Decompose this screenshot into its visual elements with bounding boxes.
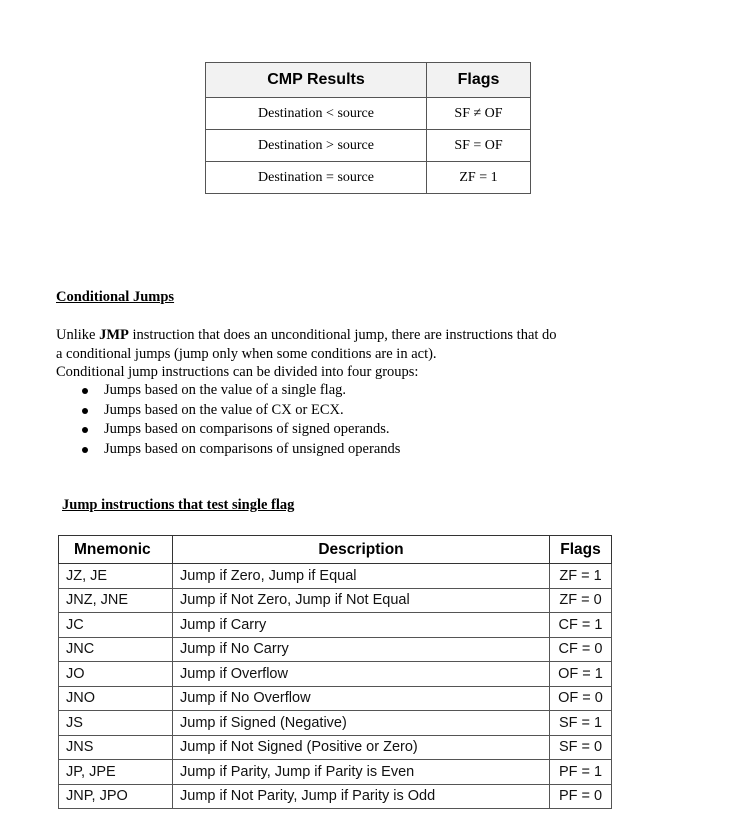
flag-cell: ZF = 1 [427, 162, 531, 194]
flag-cell: SF ≠ OF [427, 98, 531, 130]
conditional-jumps-heading: Conditional Jumps [56, 289, 175, 305]
flag-cell: CF = 1 [550, 613, 612, 638]
header-flags: Flags [550, 536, 612, 564]
table-row [206, 130, 531, 162]
description-cell: Jump if Carry [173, 613, 550, 638]
list-item: Jumps based on comparisons of signed operands. [80, 420, 400, 440]
mnemonic-cell: JS [59, 711, 173, 736]
paragraph-line [56, 326, 656, 345]
table-row [59, 784, 612, 809]
table-row [59, 711, 612, 736]
description-cell: Jump if No Overflow [173, 686, 550, 711]
flag-cell: OF = 0 [550, 686, 612, 711]
paragraph-line: Conditional jump instructions can be divided into four groups: [56, 364, 419, 380]
paragraph-line: a conditional jumps (jump only when some conditions are in act). [56, 345, 437, 362]
flag-cell: PF = 1 [550, 760, 612, 785]
description-cell: Jump if No Carry [173, 637, 550, 662]
description-cell: Jump if Signed (Negative) [173, 711, 550, 736]
description-cell: Jump if Not Zero, Jump if Not Equal [173, 588, 550, 613]
single-flag-heading: Jump instructions that test single flag [62, 497, 295, 513]
flag-cell: ZF = 1 [550, 564, 612, 589]
table-row [59, 588, 612, 613]
mnemonic-cell: JC [59, 613, 173, 638]
table-row [59, 564, 612, 589]
flag-cell: SF = OF [427, 130, 531, 162]
mnemonic-cell: JO [59, 662, 173, 687]
cmp-result-cell: Destination < source [206, 98, 427, 130]
mnemonic-cell: JNZ, JNE [59, 588, 173, 613]
flag-cell: SF = 0 [550, 735, 612, 760]
list-item: Jumps based on the value of CX or ECX. [80, 401, 400, 421]
description-cell: Jump if Parity, Jump if Parity is Even [173, 760, 550, 785]
list-item: Jumps based on comparisons of unsigned operands [80, 440, 400, 460]
header-flags: Flags [427, 63, 531, 98]
table-header-row [206, 63, 531, 98]
flag-cell: ZF = 0 [550, 588, 612, 613]
cmp-results-table [205, 62, 531, 194]
text-span: Unlike [56, 327, 100, 343]
jump-groups-list [80, 381, 400, 459]
text-span: instruction that does an unconditional jump, there are instructions that do [128, 327, 557, 343]
cmp-result-cell: Destination > source [206, 130, 427, 162]
flag-cell: OF = 1 [550, 662, 612, 687]
table-row [59, 686, 612, 711]
table-row [59, 735, 612, 760]
header-description: Description [173, 536, 550, 564]
table-row [59, 662, 612, 687]
table-row [59, 613, 612, 638]
header-cmp-results: CMP Results [206, 63, 427, 98]
mnemonic-cell: JP, JPE [59, 760, 173, 785]
flag-cell: PF = 0 [550, 784, 612, 809]
cmp-result-cell: Destination = source [206, 162, 427, 194]
list-item: Jumps based on the value of a single flag. [80, 381, 400, 401]
description-cell: Jump if Not Signed (Positive or Zero) [173, 735, 550, 760]
description-cell: Jump if Zero, Jump if Equal [173, 564, 550, 589]
table-row [59, 637, 612, 662]
mnemonic-cell: JNS [59, 735, 173, 760]
conditional-jumps-paragraph [56, 326, 656, 382]
description-cell: Jump if Not Parity, Jump if Parity is Odd [173, 784, 550, 809]
table-row [206, 98, 531, 130]
mnemonic-cell: JNO [59, 686, 173, 711]
table-header-row [59, 536, 612, 564]
header-mnemonic: Mnemonic [59, 536, 173, 564]
flag-cell: CF = 0 [550, 637, 612, 662]
jump-instructions-table [58, 535, 612, 809]
mnemonic-cell: JZ, JE [59, 564, 173, 589]
table-row [206, 162, 531, 194]
jmp-keyword: JMP [99, 327, 129, 343]
mnemonic-cell: JNP, JPO [59, 784, 173, 809]
table-row [59, 760, 612, 785]
mnemonic-cell: JNC [59, 637, 173, 662]
flag-cell: SF = 1 [550, 711, 612, 736]
description-cell: Jump if Overflow [173, 662, 550, 687]
